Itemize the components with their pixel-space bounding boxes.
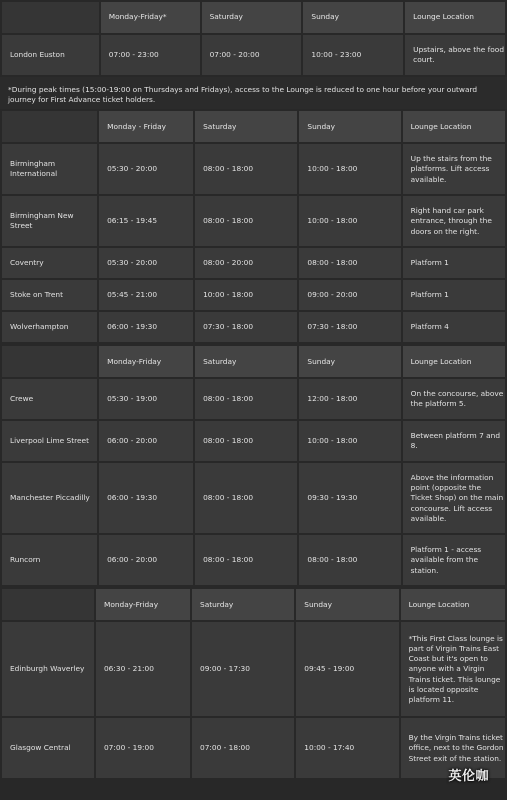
table-row [2, 622, 505, 716]
header-saturday: Saturday [195, 346, 297, 377]
sunday-hours: 10:00 - 18:00 [299, 421, 400, 461]
weekday-hours: 07:00 - 19:00 [96, 718, 190, 778]
header-location: Lounge Location [403, 111, 505, 142]
lounge-location: Up the stairs from the platforms. Lift access available. [403, 144, 505, 194]
saturday-hours: 08:00 - 20:00 [195, 248, 297, 278]
saturday-hours: 07:00 - 18:00 [192, 718, 294, 778]
header-weekday: Monday-Friday* [101, 2, 200, 33]
lounge-location: Platform 1 - access available from the station. [403, 535, 505, 585]
weekday-hours: 05:30 - 20:00 [99, 144, 193, 194]
table-row [2, 248, 505, 278]
table-row [2, 312, 505, 342]
header-location: Lounge Location [403, 346, 505, 377]
weekday-hours: 06:00 - 20:00 [99, 421, 193, 461]
header-weekday: Monday-Friday [96, 589, 190, 620]
table-row [2, 379, 505, 419]
weekday-hours: 06:00 - 20:00 [99, 535, 193, 585]
sunday-hours: 08:00 - 18:00 [299, 248, 400, 278]
peak-times-note: *During peak times (15:00-19:00 on Thursdays and Fridays), access to the Lounge is reduced to one hour before your outward journey for First Advance ticket holders. [0, 77, 507, 109]
station-name: Stoke on Trent [2, 280, 97, 310]
station-name: Liverpool Lime Street [2, 421, 97, 461]
station-name: Manchester Piccadilly [2, 463, 97, 533]
station-name: Runcorn [2, 535, 97, 585]
station-name: Glasgow Central [2, 718, 94, 778]
station-name: Crewe [2, 379, 97, 419]
lounge-location: Above the information point (opposite the Ticket Shop) on the main concourse. Lift access available. [403, 463, 505, 533]
lounge-location: Platform 4 [403, 312, 505, 342]
saturday-hours: 08:00 - 18:00 [195, 379, 297, 419]
section-north-west [0, 344, 507, 587]
station-name: Birmingham New Street [2, 196, 97, 246]
header-saturday: Saturday [195, 111, 297, 142]
sunday-hours: 07:30 - 18:00 [299, 312, 400, 342]
saturday-hours: 10:00 - 18:00 [195, 280, 297, 310]
lounge-location: Right hand car park entrance, through the doors on the right. [403, 196, 505, 246]
header-sunday: Sunday [299, 346, 400, 377]
weekday-hours: 06:15 - 19:45 [99, 196, 193, 246]
weekday-hours: 07:00 - 23:00 [101, 35, 200, 75]
table-row [2, 463, 505, 533]
lounge-table-north-west [0, 344, 507, 587]
table-row [2, 535, 505, 585]
sunday-hours: 10:00 - 23:00 [303, 35, 403, 75]
header-sunday: Sunday [303, 2, 403, 33]
weekday-hours: 06:00 - 19:30 [99, 463, 193, 533]
saturday-hours: 08:00 - 18:00 [195, 144, 297, 194]
table-header-row [2, 589, 505, 620]
header-location: Lounge Location [401, 589, 505, 620]
weekday-hours: 05:30 - 20:00 [99, 248, 193, 278]
table-row [2, 280, 505, 310]
saturday-hours: 08:00 - 18:00 [195, 463, 297, 533]
table-row [2, 35, 505, 75]
table-row [2, 144, 505, 194]
lounge-location: By the Virgin Trains ticket office, next to the Gordon Street exit of the station. [401, 718, 505, 778]
table-header-row [2, 346, 505, 377]
saturday-hours: 08:00 - 18:00 [195, 535, 297, 585]
lounge-location: Upstairs, above the food court. [405, 35, 505, 75]
sunday-hours: 08:00 - 18:00 [299, 535, 400, 585]
lounge-location: *This First Class lounge is part of Virgin Trains East Coast but it's open to anyone with a Virgin Trains ticket. This lounge is located opposite platform 11. [401, 622, 505, 716]
section-london [0, 0, 507, 109]
section-west-midlands [0, 109, 507, 344]
lounge-table-scotland [0, 587, 507, 780]
weekday-hours: 05:45 - 21:00 [99, 280, 193, 310]
station-name: Edinburgh Waverley [2, 622, 94, 716]
header-blank-cell [2, 111, 97, 142]
lounge-location: Between platform 7 and 8. [403, 421, 505, 461]
weekday-hours: 06:00 - 19:30 [99, 312, 193, 342]
sunday-hours: 09:45 - 19:00 [296, 622, 398, 716]
lounge-location: Platform 1 [403, 248, 505, 278]
saturday-hours: 08:00 - 18:00 [195, 196, 297, 246]
table-row [2, 421, 505, 461]
lounge-table-west-midlands [0, 109, 507, 344]
header-sunday: Sunday [296, 589, 398, 620]
table-header-row [2, 111, 505, 142]
lounge-location: Platform 1 [403, 280, 505, 310]
header-blank-cell [2, 589, 94, 620]
header-blank-cell [2, 2, 99, 33]
watermark-text: 英伦咖 [448, 769, 489, 784]
sunday-hours: 09:30 - 19:30 [299, 463, 400, 533]
station-name: Birmingham International [2, 144, 97, 194]
header-location: Lounge Location [405, 2, 505, 33]
table-header-row [2, 2, 505, 33]
station-name: London Euston [2, 35, 99, 75]
lounge-table-london [0, 0, 507, 77]
sunday-hours: 12:00 - 18:00 [299, 379, 400, 419]
weekday-hours: 05:30 - 19:00 [99, 379, 193, 419]
table-row [2, 718, 505, 778]
header-saturday: Saturday [202, 2, 302, 33]
lounge-location: On the concourse, above the platform 5. [403, 379, 505, 419]
saturday-hours: 07:00 - 20:00 [202, 35, 302, 75]
station-name: Coventry [2, 248, 97, 278]
station-name: Wolverhampton [2, 312, 97, 342]
sunday-hours: 09:00 - 20:00 [299, 280, 400, 310]
sunday-hours: 10:00 - 18:00 [299, 196, 400, 246]
sunday-hours: 10:00 - 17:40 [296, 718, 398, 778]
saturday-hours: 08:00 - 18:00 [195, 421, 297, 461]
table-row [2, 196, 505, 246]
header-weekday: Monday - Friday [99, 111, 193, 142]
saturday-hours: 09:00 - 17:30 [192, 622, 294, 716]
header-saturday: Saturday [192, 589, 294, 620]
sunday-hours: 10:00 - 18:00 [299, 144, 400, 194]
section-scotland [0, 587, 507, 780]
header-sunday: Sunday [299, 111, 400, 142]
header-blank-cell [2, 346, 97, 377]
saturday-hours: 07:30 - 18:00 [195, 312, 297, 342]
header-weekday: Monday-Friday [99, 346, 193, 377]
weekday-hours: 06:30 - 21:00 [96, 622, 190, 716]
